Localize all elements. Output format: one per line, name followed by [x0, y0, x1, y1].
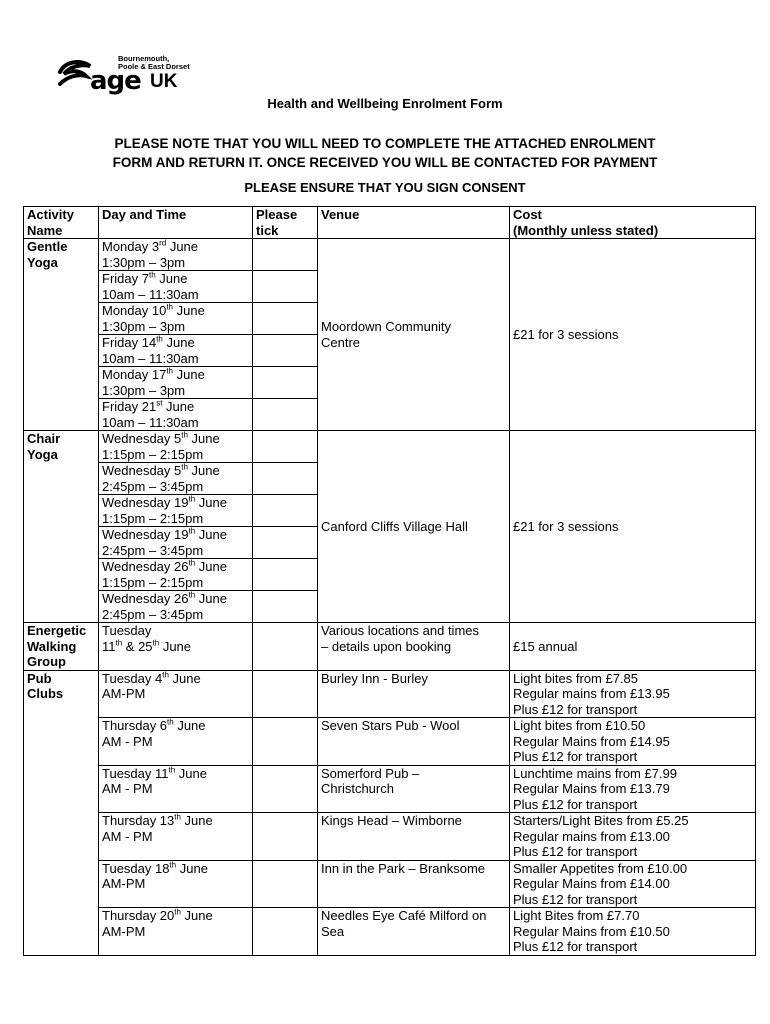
tick-box[interactable]	[253, 239, 318, 271]
table-row	[24, 431, 756, 463]
enrolment-table	[23, 206, 756, 956]
venue-cell: Canford Cliffs Village Hall	[318, 431, 510, 623]
venue-cell: Various locations and times – details upon booking	[318, 623, 510, 671]
header-activity: Activity Name	[24, 207, 99, 239]
cost-cell: Smaller Appetites from £10.00 Regular Mains from £14.00 Plus £12 for transport	[510, 860, 756, 908]
header-row	[24, 207, 756, 239]
walking-group	[24, 623, 756, 671]
session-day-time: Thursday 6th June AM - PM	[99, 718, 253, 766]
consent-note: PLEASE ENSURE THAT YOU SIGN CONSENT	[244, 180, 526, 195]
tick-box[interactable]	[253, 765, 318, 813]
session-day-time: Friday 14th June 10am – 11:30am	[99, 335, 253, 367]
activity-name: Pub Clubs	[24, 670, 99, 955]
gentle-yoga-group	[24, 239, 756, 431]
header-day-time: Day and Time	[99, 207, 253, 239]
page-title: Health and Wellbeing Enrolment Form	[267, 96, 503, 111]
tick-box[interactable]	[253, 718, 318, 766]
logo-region: Bournemouth, Poole & East Dorset	[118, 54, 190, 71]
table-row	[24, 239, 756, 271]
venue-cell: Moordown Community Centre	[318, 239, 510, 431]
session-day-time: Tuesday 11th June AM - PM	[99, 765, 253, 813]
payment-note: PLEASE NOTE THAT YOU WILL NEED TO COMPLETE THE ATTACHED ENROLMENT FORM AND RETURN IT. ONCE RECEIVED YOU WILL BE CONTACTED FOR PAYMENT	[112, 136, 658, 170]
tick-box[interactable]	[253, 431, 318, 463]
activity-name: Gentle Yoga	[24, 239, 99, 431]
session-day-time: Thursday 13th June AM - PM	[99, 813, 253, 861]
session-day-time: Friday 21st June 10am – 11:30am	[99, 399, 253, 431]
logo-age-word: age	[90, 66, 141, 96]
cost-cell: Light Bites from £7.70 Regular Mains from £10.50 Plus £12 for transport	[510, 908, 756, 956]
tick-box[interactable]	[253, 559, 318, 591]
cost-cell: Light bites from £10.50 Regular Mains from £14.95 Plus £12 for transport	[510, 718, 756, 766]
session-day-time: Wednesday 26th June 2:45pm – 3:45pm	[99, 591, 253, 623]
tick-box[interactable]	[253, 367, 318, 399]
tick-box[interactable]	[253, 399, 318, 431]
session-day-time: Wednesday 26th June 1:15pm – 2:15pm	[99, 559, 253, 591]
table-row	[24, 813, 756, 861]
venue-cell: Seven Stars Pub - Wool	[318, 718, 510, 766]
header-tick: Please tick	[253, 207, 318, 239]
cost-cell: £21 for 3 sessions	[510, 431, 756, 623]
session-day-time: Friday 7th June 10am – 11:30am	[99, 271, 253, 303]
session-day-time: Monday 17th June 1:30pm – 3pm	[99, 367, 253, 399]
logo-uk-word: UK	[150, 71, 178, 92]
pub-clubs-group	[24, 670, 756, 955]
session-day-time: Wednesday 5th June 1:15pm – 2:15pm	[99, 431, 253, 463]
venue-cell: Somerford Pub – Christchurch	[318, 765, 510, 813]
table-row	[24, 670, 756, 718]
table-row	[24, 718, 756, 766]
tick-box[interactable]	[253, 860, 318, 908]
session-day-time: Monday 3rd June 1:30pm – 3pm	[99, 239, 253, 271]
session-day-time: Wednesday 19th June 1:15pm – 2:15pm	[99, 495, 253, 527]
table-row	[24, 908, 756, 956]
session-day-time: Tuesday 4th June AM-PM	[99, 670, 253, 718]
session-day-time: Wednesday 5th June 2:45pm – 3:45pm	[99, 463, 253, 495]
session-day-time: Tuesday 11th & 25th June	[99, 623, 253, 671]
venue-cell: Burley Inn - Burley	[318, 670, 510, 718]
cost-cell: £21 for 3 sessions	[510, 239, 756, 431]
table-row	[24, 623, 756, 671]
table-row	[24, 765, 756, 813]
tick-box[interactable]	[253, 813, 318, 861]
cost-cell: £15 annual	[510, 623, 756, 671]
session-day-time: Thursday 20th June AM-PM	[99, 908, 253, 956]
tick-box[interactable]	[253, 303, 318, 335]
tick-box[interactable]	[253, 495, 318, 527]
tick-box[interactable]	[253, 623, 318, 671]
tick-box[interactable]	[253, 527, 318, 559]
tick-box[interactable]	[253, 463, 318, 495]
header-venue: Venue	[318, 207, 510, 239]
tick-box[interactable]	[253, 670, 318, 718]
cost-cell: Lunchtime mains from £7.99 Regular Mains from £13.79 Plus £12 for transport	[510, 765, 756, 813]
cost-cell: Light bites from £7.85 Regular mains from £13.95 Plus £12 for transport	[510, 670, 756, 718]
venue-cell: Inn in the Park – Branksome	[318, 860, 510, 908]
session-day-time: Tuesday 18th June AM-PM	[99, 860, 253, 908]
activity-name: Energetic Walking Group	[24, 623, 99, 671]
table-row	[24, 860, 756, 908]
tick-box[interactable]	[253, 591, 318, 623]
activity-name: Chair Yoga	[24, 431, 99, 623]
tick-box[interactable]	[253, 908, 318, 956]
age-uk-logo	[56, 50, 206, 100]
chair-yoga-group	[24, 431, 756, 623]
venue-cell: Kings Head – Wimborne	[318, 813, 510, 861]
header-cost: Cost (Monthly unless stated)	[510, 207, 756, 239]
session-day-time: Wednesday 19th June 2:45pm – 3:45pm	[99, 527, 253, 559]
tick-box[interactable]	[253, 335, 318, 367]
tick-box[interactable]	[253, 271, 318, 303]
cost-cell: Starters/Light Bites from £5.25 Regular mains from £13.00 Plus £12 for transport	[510, 813, 756, 861]
venue-cell: Needles Eye Café Milford on Sea	[318, 908, 510, 956]
session-day-time: Monday 10th June 1:30pm – 3pm	[99, 303, 253, 335]
